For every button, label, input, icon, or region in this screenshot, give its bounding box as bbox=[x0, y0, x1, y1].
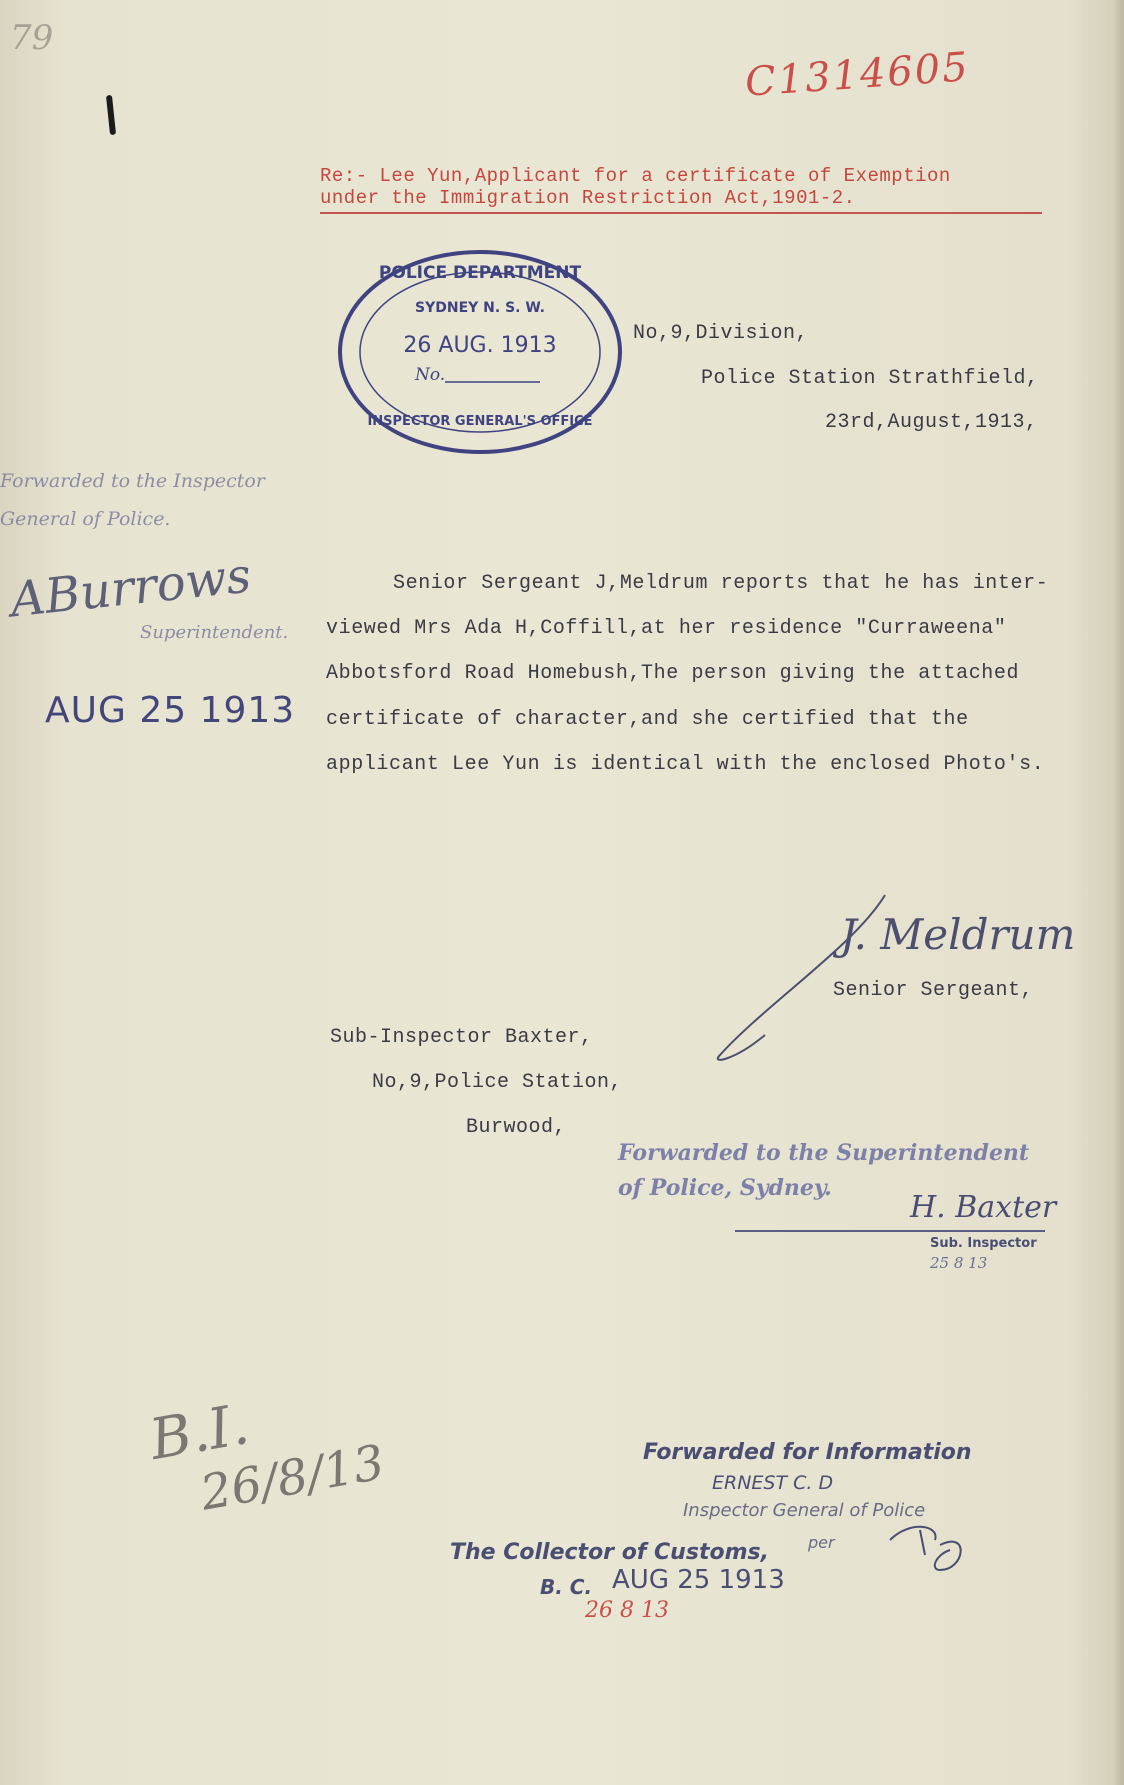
addressee-line-2: No,9,Police Station, bbox=[372, 1071, 623, 1094]
info-stamp-per: per bbox=[808, 1533, 835, 1552]
body-line-2: viewed Mrs Ada H,Coffill,at her residence "Curraweena" bbox=[326, 617, 1007, 640]
forward-stamp-line-2: of Police, Sydney. bbox=[618, 1175, 832, 1201]
pencil-date: 26/8/13 bbox=[196, 1434, 389, 1522]
letter-date: 23rd,August,1913, bbox=[825, 411, 1038, 434]
sub-inspector-signature: H. Baxter bbox=[910, 1190, 1057, 1225]
signature-flourish bbox=[705, 885, 955, 1065]
body-line-5: applicant Lee Yun is identical with the enclosed Photo's. bbox=[326, 753, 1045, 776]
forward-stamp-line-1: Forwarded to the Superintendent bbox=[618, 1140, 1030, 1166]
sergeant-title: Senior Sergeant, bbox=[833, 979, 1034, 1002]
station-line: Police Station Strathfield, bbox=[701, 367, 1039, 390]
stamp-city-text: SYDNEY N. S. W. bbox=[415, 300, 545, 316]
sub-inspector-title: Sub. Inspector bbox=[930, 1236, 1037, 1251]
forward-stamp-rule bbox=[735, 1230, 1045, 1232]
forward-note-line-2: General of Police. bbox=[0, 508, 171, 530]
forward-note-line-1: Forwarded to the Inspector bbox=[0, 470, 265, 492]
folio-mark: 79 bbox=[10, 18, 54, 58]
subject-line-1: Re:- Lee Yun,Applicant for a certificate of Exemption bbox=[320, 165, 951, 187]
superintendent-title: Superintendent. bbox=[140, 622, 289, 643]
red-ink-date: 26 8 13 bbox=[585, 1598, 669, 1623]
received-stamp-graphic bbox=[330, 240, 630, 465]
info-stamp-bc: B. C. bbox=[540, 1575, 593, 1599]
page-edge bbox=[1112, 0, 1124, 1785]
superintendent-signature: ABurrows bbox=[7, 547, 254, 629]
info-stamp-line-1: Forwarded for Information bbox=[643, 1440, 972, 1465]
stamp-no-label: No. bbox=[415, 365, 446, 385]
subject-line bbox=[320, 165, 951, 209]
received-stamp bbox=[330, 240, 630, 465]
received-date-stamp: AUG 25 1913 bbox=[45, 690, 296, 731]
stamp-bottom-text: INSPECTOR GENERAL'S OFFICE bbox=[367, 414, 593, 429]
subject-line-2: under the Immigration Restriction Act,1901-2. bbox=[320, 187, 856, 209]
subject-underline bbox=[320, 212, 1042, 214]
stamp-top-text: POLICE DEPARTMENT bbox=[378, 263, 582, 283]
info-stamp-date: AUG 25 1913 bbox=[612, 1565, 785, 1595]
info-stamp-line-2: ERNEST C. D bbox=[712, 1472, 834, 1494]
info-stamp-initials bbox=[880, 1510, 970, 1580]
stamp-date-text: 26 AUG. 1913 bbox=[403, 333, 557, 358]
addressee-line-3: Burwood, bbox=[466, 1116, 567, 1139]
info-stamp-line-3: Inspector General of Police bbox=[683, 1500, 926, 1521]
forward-stamp-date: 25 8 13 bbox=[930, 1254, 988, 1272]
body-line-4: certificate of character,and she certified that the bbox=[326, 708, 969, 731]
body-line-1: Senior Sergeant J,Meldrum reports that he has inter- bbox=[393, 572, 1049, 595]
info-stamp-recipient: The Collector of Customs, bbox=[450, 1540, 769, 1565]
division-line: No,9,Division, bbox=[633, 322, 809, 345]
body-line-3: Abbotsford Road Homebush,The person giving the attached bbox=[326, 662, 1020, 685]
pencil-initials: B.I. bbox=[145, 1391, 254, 1474]
sergeant-signature: J. Meldrum bbox=[840, 910, 1076, 959]
reference-number: C1314605 bbox=[743, 44, 972, 106]
addressee-line-1: Sub-Inspector Baxter, bbox=[330, 1026, 593, 1049]
